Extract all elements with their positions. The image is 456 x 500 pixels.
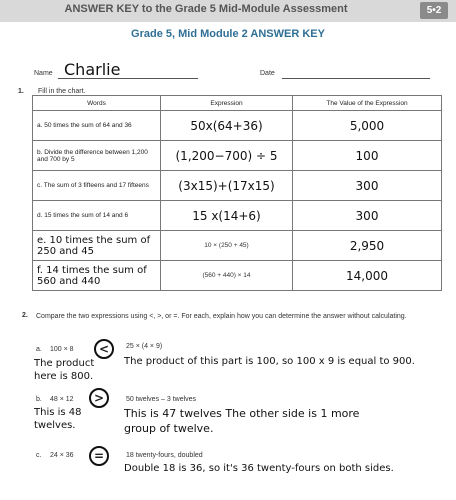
question-1-number: 1. [18,88,24,95]
expression-cell: 10 × (250 + 45) [161,231,293,261]
expression-cell: (3x15)+(17x15) [161,171,293,201]
student-name: Charlie [64,60,121,79]
words-cell: f. 14 times the sum of 560 and 440 [33,261,161,291]
expression-chart [32,95,442,291]
page-subtitle: Grade 5, Mid Module 2 ANSWER KEY [131,28,325,40]
item-c-left-expression: 24 × 36 [50,452,74,459]
module-badge: 5•2 [420,2,448,19]
column-header-words: Words [33,96,161,111]
words-cell: e. 10 times the sum of 250 and 45 [33,231,161,261]
table-row [33,231,442,261]
table-row [33,201,442,231]
value-cell: 5,000 [293,111,442,141]
expression-cell: 15 x(14+6) [161,201,293,231]
name-label: Name [34,70,53,77]
expression-cell: (1,200−700) ÷ 5 [161,141,293,171]
words-cell: c. The sum of 3 fifteens and 17 fifteens [33,171,161,201]
item-c-right-explanation: Double 18 is 36, so it's 36 twenty-fours on both sides. [124,463,394,474]
column-header-expression: Expression [161,96,293,111]
item-c-letter: c. [36,452,42,459]
words-cell: b. Divide the difference between 1,200 and 700 by 5 [33,141,161,171]
comparison-symbol-a: < [94,339,114,359]
words-cell: a. 50 times the sum of 64 and 36 [33,111,161,141]
words-cell: d. 15 times the sum of 14 and 6 [33,201,161,231]
item-b-left-explanation: This is 48 twelves. [34,407,82,431]
expression-cell: (560 + 440) × 14 [161,261,293,291]
table-row [33,111,442,141]
table-row [33,141,442,171]
item-a-right-expression: 25 × (4 × 9) [126,343,163,350]
value-cell: 2,950 [293,231,442,261]
name-line [58,78,198,79]
value-cell: 300 [293,201,442,231]
value-cell: 300 [293,171,442,201]
question-2-prompt: Compare the two expressions using <, >, or =. For each, explain how you can determine the answer without calculating. [36,313,407,320]
item-a-left-expression: 100 × 8 [50,346,74,353]
question-2-number: 2. [22,312,28,319]
item-b-letter: b. [36,396,42,403]
item-a-left-explanation: The product here is 800. [34,358,95,382]
expression-cell: 50x(64+36) [161,111,293,141]
value-cell: 14,000 [293,261,442,291]
column-header-value: The Value of the Expression [293,96,442,111]
comparison-symbol-b: > [89,388,109,408]
table-row [33,171,442,201]
table-row [33,261,442,291]
item-b-right-explanation: This is 47 twelves The other side is 1 more group of twelve. [124,407,360,435]
date-label: Date [260,70,275,77]
item-b-left-expression: 48 × 12 [50,396,74,403]
item-c-right-expression: 18 twenty-fours, doubled [126,452,203,459]
item-a-right-explanation: The product of this part is 100, so 100 x 9 is equal to 900. [124,356,415,367]
item-a-letter: a. [36,346,42,353]
document-title: ANSWER KEY to the Grade 5 Mid-Module Assessment [64,3,348,15]
question-1-prompt: Fill in the chart. [38,88,86,95]
item-b-right-expression: 50 twelves – 3 twelves [126,396,197,403]
date-line [282,78,430,79]
comparison-symbol-c: = [89,446,109,466]
value-cell: 100 [293,141,442,171]
